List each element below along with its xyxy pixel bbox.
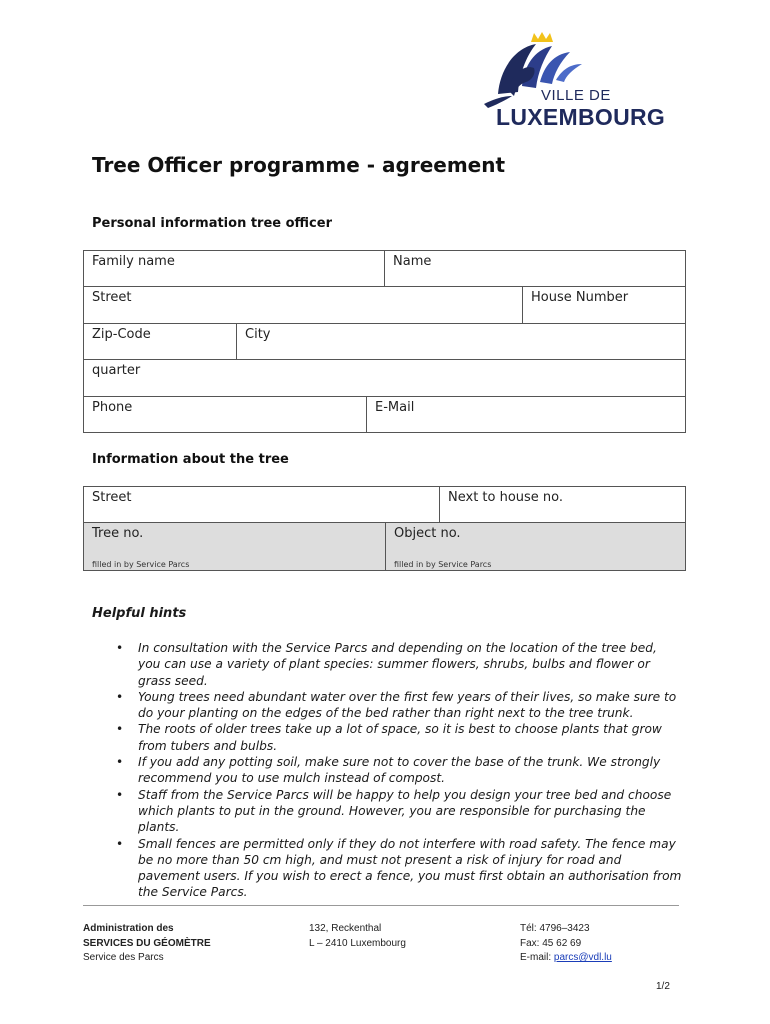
section-heading-tree: Information about the tree bbox=[92, 452, 289, 467]
hint-item: • The roots of older trees take up a lot of space, so it is best to choose plants that grow from tubers and bulbs. bbox=[116, 721, 682, 754]
logo-line-ville-de: VILLE DE bbox=[541, 87, 611, 104]
helpful-hints-heading: Helpful hints bbox=[92, 606, 187, 621]
footer-email-link[interactable]: parcs@vdl.lu bbox=[553, 952, 612, 963]
zip-code-field[interactable] bbox=[83, 323, 237, 360]
phone-field[interactable] bbox=[83, 396, 367, 433]
footer-contact bbox=[520, 922, 612, 966]
footer-address-line2: L – 2410 Luxembourg bbox=[309, 937, 406, 949]
family-name-field[interactable] bbox=[83, 250, 385, 287]
page-title: Tree Officer programme - agreement bbox=[92, 153, 506, 177]
footer-tel: Tél: 4796–3423 bbox=[520, 923, 590, 934]
email-label: E-Mail bbox=[375, 400, 415, 415]
tree-street-label: Street bbox=[92, 490, 132, 505]
section-heading-personal: Personal information tree officer bbox=[92, 216, 332, 231]
footer-email-line bbox=[520, 951, 612, 966]
footer-address-line1: 132, Reckenthal bbox=[309, 923, 382, 934]
tree-street-field[interactable] bbox=[83, 486, 440, 523]
footer-admin-line2: SERVICES DU GÉOMÈTRE bbox=[83, 937, 211, 949]
next-to-house-field[interactable] bbox=[439, 486, 686, 523]
name-label: Name bbox=[393, 254, 432, 269]
footer-fax: Fax: 45 62 69 bbox=[520, 937, 582, 949]
footer-administration bbox=[83, 922, 211, 966]
object-no-label: Object no. bbox=[394, 526, 461, 541]
tree-no-note: filled in by Service Parcs bbox=[92, 560, 190, 569]
street-label: Street bbox=[92, 290, 132, 305]
quarter-label: quarter bbox=[92, 363, 141, 378]
footer-divider bbox=[83, 905, 679, 906]
page-number: 1/2 bbox=[656, 981, 670, 992]
quarter-field[interactable] bbox=[83, 359, 686, 397]
hint-item: • Staff from the Service Parcs will be happy to help you design your tree bed and choose which plants to put in the ground. However, you are responsible for purchasing the plants. bbox=[116, 787, 682, 836]
name-field[interactable] bbox=[384, 250, 686, 287]
next-to-house-label: Next to house no. bbox=[448, 490, 564, 505]
footer-admin-line3: Service des Parcs bbox=[83, 952, 164, 963]
logo-line-luxembourg: LUXEMBOURG bbox=[496, 104, 666, 130]
hint-item: • Young trees need abundant water over the first few years of their lives, so make sure to do your planting on the edges of the bed rather than right next to the tree trunk. bbox=[116, 689, 682, 722]
city-field[interactable] bbox=[236, 323, 686, 360]
footer-admin-line1: Administration des bbox=[83, 923, 174, 934]
email-field[interactable] bbox=[366, 396, 686, 433]
hint-item: • Small fences are permitted only if they do not interfere with road safety. The fence may be no more than 50 cm high, and must not present a risk of injury for road and pavement users. If you wish to erect a fence, you must first obtain an authorisation from the Service Parcs. bbox=[116, 836, 682, 901]
city-label: City bbox=[245, 327, 271, 342]
house-number-label: House Number bbox=[531, 290, 629, 305]
street-field[interactable] bbox=[83, 286, 523, 324]
ville-de-luxembourg-logo bbox=[478, 30, 666, 130]
object-no-note: filled in by Service Parcs bbox=[394, 560, 492, 569]
footer-email-label: E-mail: bbox=[520, 952, 554, 963]
family-name-label: Family name bbox=[92, 254, 175, 269]
hint-item: • In consultation with the Service Parcs and depending on the location of the tree bed, you can use a variety of plant species: summer flowers, shrubs, bulbs and flower or grass seed. bbox=[116, 640, 682, 689]
phone-label: Phone bbox=[92, 400, 133, 415]
house-number-field[interactable] bbox=[522, 286, 686, 324]
tree-no-field bbox=[83, 522, 386, 571]
helpful-hints-list bbox=[116, 640, 682, 901]
tree-no-label: Tree no. bbox=[92, 526, 144, 541]
footer-address bbox=[309, 922, 406, 951]
hint-item: • If you add any potting soil, make sure not to cover the base of the trunk. We strongly recommend you to use mulch instead of compost. bbox=[116, 754, 682, 787]
object-no-field bbox=[385, 522, 686, 571]
zip-code-label: Zip-Code bbox=[92, 327, 151, 342]
